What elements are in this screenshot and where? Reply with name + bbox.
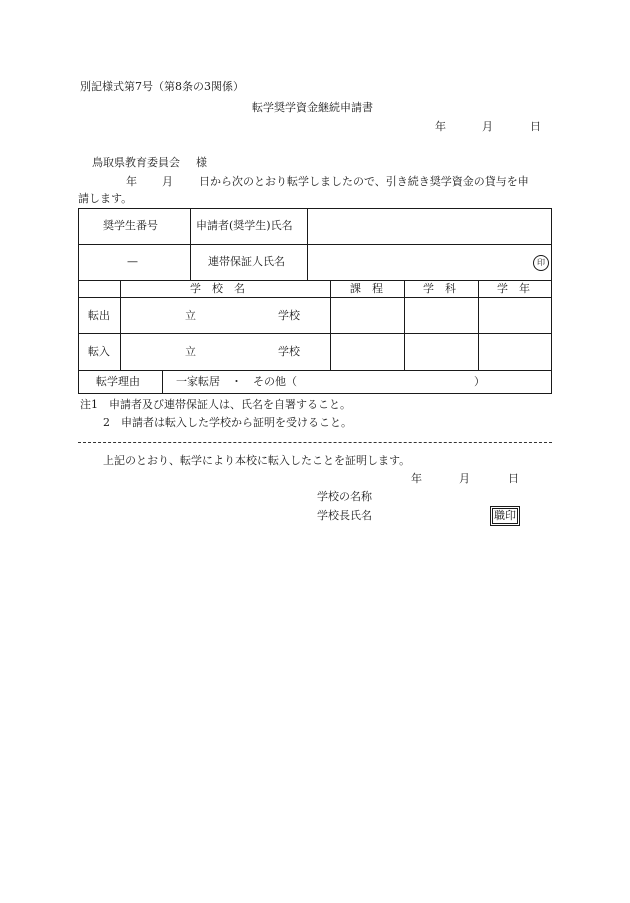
header-date-month: 月 <box>482 120 493 133</box>
cert-date-year: 年 <box>411 472 422 485</box>
form-number: 別記様式第7号（第8条の3関係） <box>80 80 244 93</box>
applicant-name-field[interactable] <box>318 212 546 240</box>
student-number-dash: — <box>127 255 138 268</box>
body-line1: 日から次のとおり転学しましたので、引き続き奨学資金の貸与を申 <box>199 175 529 188</box>
transfer-in-label: 転入 <box>88 345 110 358</box>
seal-icon: 印 <box>533 255 549 271</box>
principal-name-label: 学校長氏名 <box>317 509 372 522</box>
form-title: 転学奨学資金継続申請書 <box>252 101 373 114</box>
body-month: 月 <box>162 175 173 188</box>
transfer-in-gakko: 学校 <box>278 345 300 358</box>
certification-text: 上記のとおり、転学により本校に転入したことを証明します。 <box>103 454 411 467</box>
grade-header: 学 年 <box>497 282 530 295</box>
header-date-day: 日 <box>530 120 541 133</box>
transfer-out-gakko: 学校 <box>278 309 300 322</box>
header-date-year: 年 <box>435 120 446 133</box>
addressee-name: 鳥取県教育委員会 <box>92 156 180 169</box>
application-table <box>78 208 552 394</box>
transfer-out-ritsu: 立 <box>185 309 196 322</box>
dashed-divider <box>78 442 552 443</box>
transfer-out-label: 転出 <box>88 309 110 322</box>
body-line2: 請します。 <box>78 192 133 205</box>
cert-date-day: 日 <box>508 472 519 485</box>
school-name-header: 学 校 名 <box>190 282 245 295</box>
note-1: 注1 申請者及び連帯保証人は、氏名を自署すること。 <box>80 398 351 411</box>
course-header: 課 程 <box>350 282 383 295</box>
reason-options: 一家転居 ・ その他（ <box>176 375 297 388</box>
cert-date-month: 月 <box>459 472 470 485</box>
body-year: 年 <box>126 175 137 188</box>
guarantor-label: 連帯保証人氏名 <box>208 255 285 268</box>
department-header: 学 科 <box>423 282 456 295</box>
transfer-in-ritsu: 立 <box>185 345 196 358</box>
official-seal-box: 職印 <box>494 509 516 522</box>
school-name-label: 学校の名称 <box>317 490 372 503</box>
note-2: 2 申請者は転入した学校から証明を受けること。 <box>103 416 352 429</box>
reason-close-paren: ） <box>474 375 485 388</box>
reason-label: 転学理由 <box>96 375 140 388</box>
guarantor-name-field[interactable] <box>318 248 518 276</box>
addressee-honorific: 様 <box>196 156 207 169</box>
applicant-name-label: 申請者(奨学生)氏名 <box>196 219 293 232</box>
student-number-label: 奨学生番号 <box>103 219 158 232</box>
